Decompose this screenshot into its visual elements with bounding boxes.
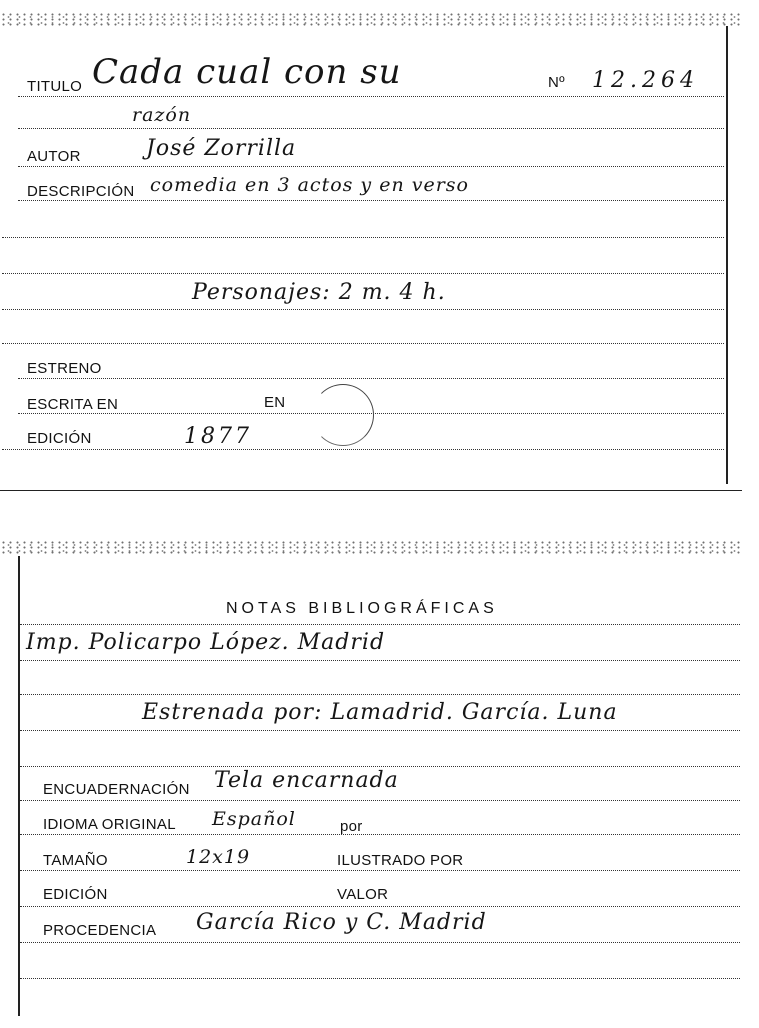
autor-label: AUTOR xyxy=(27,148,81,165)
rule-line xyxy=(20,800,740,801)
escrita-en-label: ESCRITA EN xyxy=(27,396,119,413)
binding-value: Tela encarnada xyxy=(214,768,399,793)
rule-line xyxy=(20,906,740,907)
idioma-original-label: IDIOMA ORIGINAL xyxy=(43,816,176,833)
titulo-label: TITULO xyxy=(27,78,83,95)
rule-line xyxy=(20,942,740,943)
procedencia-label: PROCEDENCIA xyxy=(43,922,157,939)
notes-line-printer: Imp. Policarpo López. Madrid xyxy=(26,630,386,655)
author-value: José Zorrilla xyxy=(146,136,297,161)
rule-line xyxy=(18,96,724,97)
notes-heading: NOTAS BIBLIOGRÁFICAS xyxy=(226,600,498,617)
rule-line xyxy=(18,166,724,167)
title-value-continued: razón xyxy=(132,104,192,126)
rule-line xyxy=(20,870,740,871)
valor-label: VALOR xyxy=(337,886,389,903)
edicion-label-bottom: EDICIÓN xyxy=(43,886,108,903)
card-bottom-edge xyxy=(0,490,742,491)
en-label: EN xyxy=(264,394,286,411)
card-edge-texture xyxy=(0,540,742,554)
tamano-label: TAMAÑO xyxy=(43,852,108,869)
card-edge-texture xyxy=(0,12,742,26)
rule-line xyxy=(20,624,740,625)
origin-value: García Rico y C. Madrid xyxy=(196,910,487,935)
rule-line xyxy=(20,766,740,767)
rule-line xyxy=(20,730,740,731)
rule-line xyxy=(2,343,724,344)
number-label: Nº xyxy=(548,74,565,91)
rule-line xyxy=(20,978,740,979)
rule-line xyxy=(18,200,724,201)
stamp-smudge xyxy=(312,384,374,446)
edition-year-value: 1877 xyxy=(184,424,252,449)
catalog-number: 12.264 xyxy=(592,68,699,93)
por-label: por xyxy=(340,818,363,835)
rule-line xyxy=(2,237,724,238)
characters-value: Personajes: 2 m. 4 h. xyxy=(192,280,446,305)
estreno-label: ESTRENO xyxy=(27,360,102,377)
ilustrado-por-label: ILUSTRADO POR xyxy=(337,852,464,869)
rule-line xyxy=(2,273,724,274)
rule-line xyxy=(18,128,724,129)
notes-line-premiere: Estrenada por: Lamadrid. García. Luna xyxy=(142,700,618,725)
descripcion-label: DESCRIPCIÓN xyxy=(27,183,135,200)
description-value: comedia en 3 actos y en verso xyxy=(150,174,469,196)
size-value: 12x19 xyxy=(186,846,251,868)
rule-line xyxy=(20,660,740,661)
encuadernacion-label: ENCUADERNACIÓN xyxy=(43,781,190,798)
rule-line xyxy=(20,834,740,835)
rule-line xyxy=(2,449,724,450)
rule-line xyxy=(20,694,740,695)
language-value: Español xyxy=(212,808,296,830)
rule-line xyxy=(2,309,724,310)
edicion-label: EDICIÓN xyxy=(27,430,92,447)
title-value: Cada cual con su xyxy=(92,52,402,92)
rule-line xyxy=(18,378,724,379)
